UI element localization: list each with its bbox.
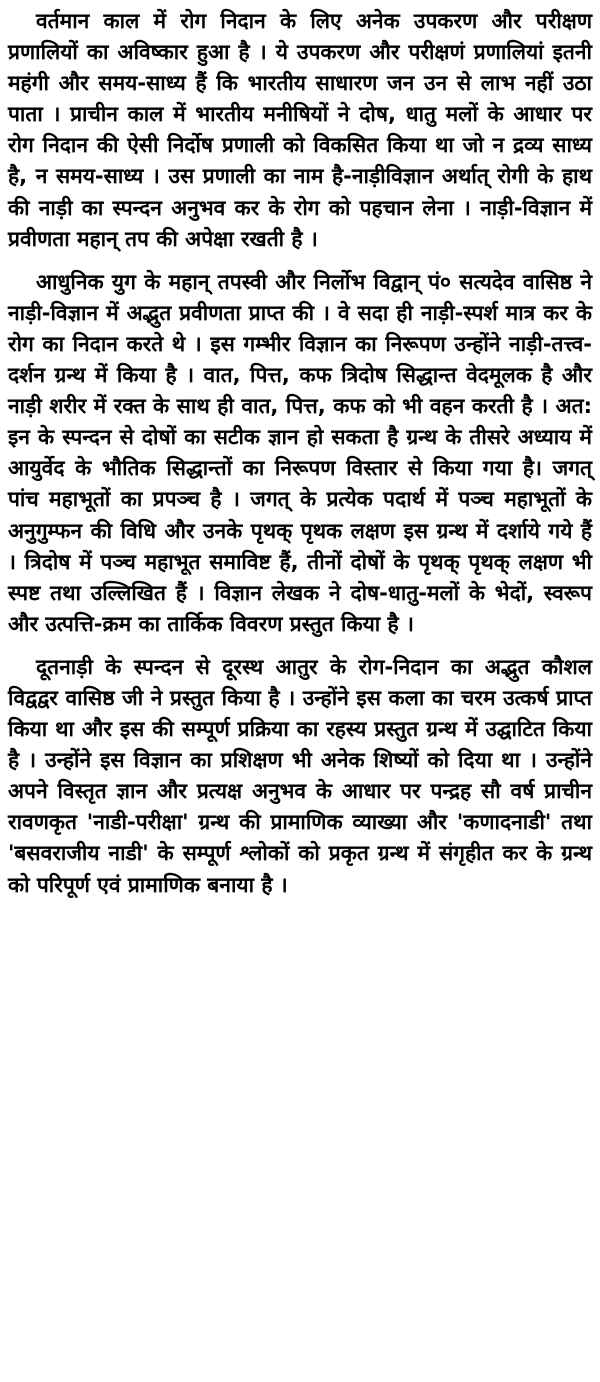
paragraph-2: आधुनिक युग के महान् तपस्वी और निर्लोभ विद्वान् पं० सत्यदेव वासिष्ठ ने नाड़ी-विज्ञान में अद्भुत प्रवीणता प्राप्त की । वे सदा ही नाड़ी-स्पर्श मात्र कर के रोग का निदान करते थे । इस गम्भीर विज्ञान का निरूपण उन्होंने नाड़ी-तत्त्व-दर्शन ग्रन्थ में किया है । वात, पित्त, कफ त्रिदोष सिद्धान्त वेदमूलक है और नाड़ी शरीर में रक्त के साथ ही वात, पित्त, कफ को भी वहन करती है । अत: इन के स्पन्दन से दोषों का सटीक ज्ञान हो सकता है ग्रन्थ के तीसरे अध्याय में आयुर्वेद के भौतिक सिद्धान्तों का निरूपण विस्तार से किया गया है। जगत् पांच महाभूतों का प्रपञ्च है । जगत् के प्रत्येक पदार्थ में पञ्च महाभूतों के अनुगुम्फन की विधि और उनके पृथक् पृथक लक्षण इस ग्रन्थ में दर्शाये गये हैं । त्रिदोष में पञ्च महाभूत समाविष्ट हैं, तीनों दोषों के पृथक् पृथक् लक्षण भी स्पष्ट तथा उल्लिखित हैं । विज्ञान लेखक ने दोष-धातु-मलों के भेदों, स्वरूप और उत्पत्ति-क्रम का तार्किक विवरण प्रस्तुत किया है । [8,269,592,636]
paragraph-1: वर्तमान काल में रोग निदान के लिए अनेक उपकरण और परीक्षण प्रणालियों का अविष्कार हुआ है । ये उपकरण और परीक्षणं प्रणालियां इतनी महंगी और समय-साध्य हैं कि भारतीय साधारण जन उन से लाभ नहीं उठा पाता । प्राचीन काल में भारतीय मनीषियों ने दोष, धातु मलों के आधार पर रोग निदान की ऐसी निर्दोष प्रणाली को विकसित किया था जो न द्रव्य साध्य है, न समय-साध्य । उस प्रणाली का नाम है-नाड़ीविज्ञान अर्थात् रोगी के हाथ की नाड़ी का स्पन्दन अनुभव कर के रोग को पहचान लेना । नाड़ी-विज्ञान में प्रवीणता महान् तप की अपेक्षा रखती है । [8,9,592,251]
paragraph-3: दूतनाड़ी के स्पन्दन से दूरस्थ आतुर के रोग-निदान का अद्भुत कौशल विद्वद्वर वासिष्ठ जी ने प्रस्तुत किया है । उन्होंने इस कला का चरम उत्कर्ष प्राप्त किया था और इस की सम्पूर्ण प्रक्रिया का रहस्य प्रस्तुत ग्रन्थ में उद्घाटित किया है । उन्होंने इस विज्ञान का प्रशिक्षण भी अनेक शिष्यों को दिया था । उन्होंने अपने विस्तृत ज्ञान और प्रत्यक्ष अनुभव के आधार पर पन्द्रह सौ वर्ष प्राचीन रावणकृत 'नाडी-परीक्षा' ग्रन्थ की प्रामाणिक व्याख्या और 'कणादनाडी' तथा 'बसवराजीय नाडी' के सम्पूर्ण श्लोकों को प्रकृत ग्रन्थ में संगृहीत कर के ग्रन्थ को परिपूर्ण एवं प्रामाणिक बनाया है । [8,654,592,897]
